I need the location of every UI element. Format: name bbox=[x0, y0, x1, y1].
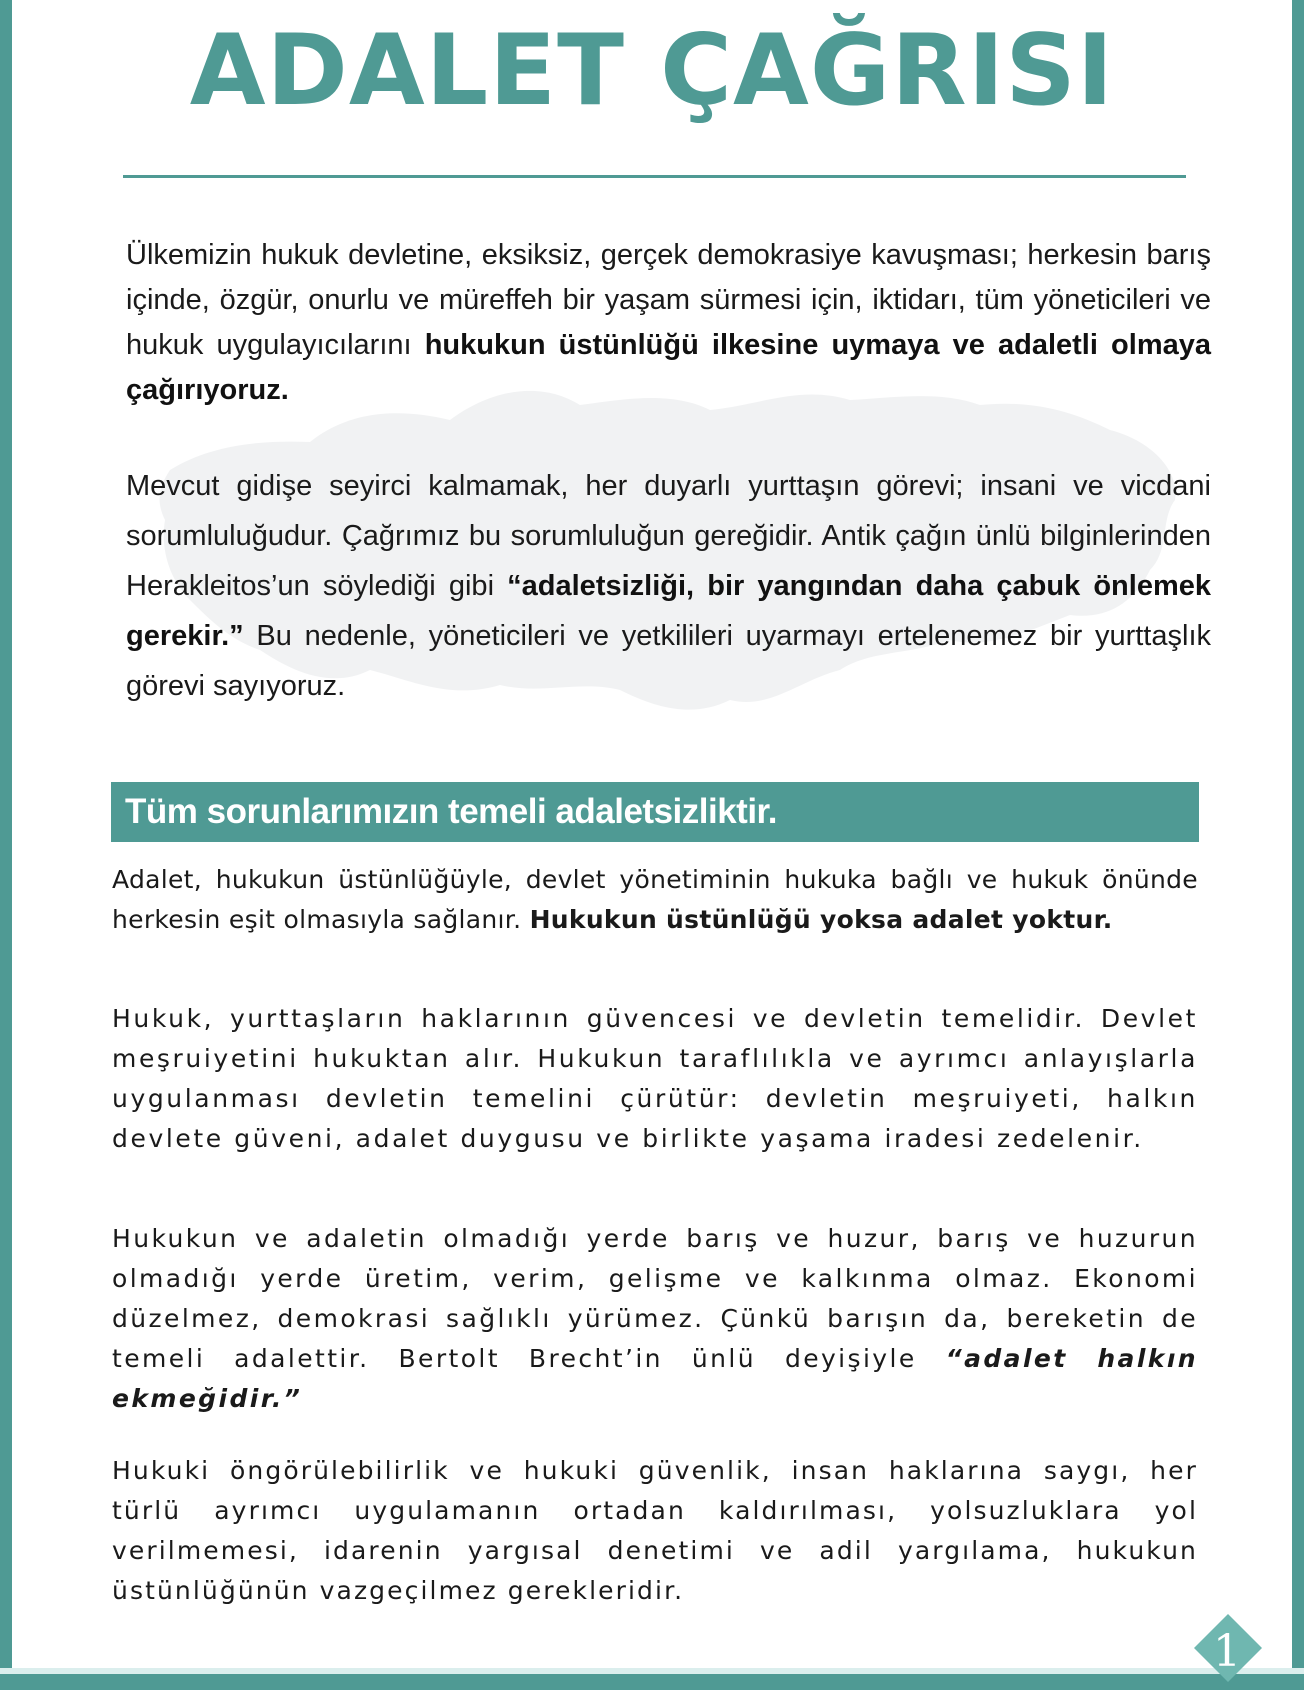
intro-paragraph-2-bold: “adaletsizliği, bir yangından daha çabuk önlemek gerekir.” bbox=[126, 570, 1211, 652]
intro-paragraph-2 bbox=[126, 461, 1211, 711]
section-heading-banner bbox=[111, 782, 1199, 842]
title-divider bbox=[123, 175, 1186, 178]
section-paragraph-1-bold: Hukukun üstünlüğü yoksa adalet yoktur. bbox=[529, 905, 1113, 934]
page-frame-bottom bbox=[0, 1674, 1304, 1690]
page-frame-right bbox=[1292, 0, 1304, 1690]
section-paragraph-3-quote: “adalet halkın ekmeğidir.” bbox=[112, 1344, 1198, 1413]
intro-paragraph-1 bbox=[126, 233, 1211, 413]
page-frame-left bbox=[0, 0, 12, 1690]
intro-paragraph-2-text-b: Bu nedenle, yöneticileri ve yetkilileri uyarmayı ertelenemez bir yurttaşlık görevi sayıyoruz. bbox=[126, 620, 1211, 702]
intro-paragraph-1-bold: hukukun üstünlüğü ilkesine uymaya ve adaletli olmaya çağırıyoruz. bbox=[126, 329, 1212, 406]
section-paragraph-3-text: Hukukun ve adaletin olmadığı yerde barış ve huzur, barış ve huzurun olmadığı yerde üretim, verim, gelişme ve kalkınma olmaz. Ekonomi düzelmez, demokrasi sağlıklı yürümez. Çünkü barışın da, bereketin de temeli adalettir. Bertolt Brecht’in ünlü deyişiyle bbox=[112, 1224, 1198, 1373]
intro-paragraph-2-text-a: Mevcut gidişe seyirci kalmamak, her duyarlı yurttaşın görevi; insani ve vicdani sorumluluğudur. Çağrımız bu sorumluluğun gereğidir. Antik çağın ünlü bilginlerinden Herakleitos’un söylediği gibi bbox=[126, 470, 1211, 602]
page-title: ADALET ÇAĞRISI bbox=[189, 14, 1115, 128]
page-number: 1 bbox=[1213, 1626, 1241, 1677]
intro-paragraph-1-text: Ülkemizin hukuk devletine, eksiksiz, gerçek demokrasiye kavuşması; herkesin barış içinde, özgür, onurlu ve müreffeh bir yaşam sürmesi için, iktidarı, tüm yöneticileri ve hukuk uygulayıcılarını bbox=[126, 239, 1211, 361]
section-paragraph-1-text: Adalet, hukukun üstünlüğüyle, devlet yönetiminin hukuka bağlı ve hukuk önünde herkesin eşit olmasıyla sağlanır. bbox=[112, 865, 1198, 934]
section-paragraph-2: Hukuk, yurttaşların haklarının güvencesi ve devletin temelidir. Devlet meşruiyetini hukuktan alır. Hukukun taraflılıkla ve ayrımcı anlayışlarla uygulanması devletin temelini çürütür: devletin meşruiyeti, halkın devlete güveni, adalet duygusu ve birlikte yaşama iradesi zedelenir. bbox=[112, 1004, 1198, 1153]
section-heading: Tüm sorunlarımızın temeli adaletsizliktir. bbox=[125, 792, 777, 831]
section-paragraph-3 bbox=[112, 1219, 1198, 1419]
section-paragraph-1 bbox=[112, 860, 1198, 940]
section-paragraph-4: Hukuki öngörülebilirlik ve hukuki güvenlik, insan haklarına saygı, her türlü ayrımcı uygulamanın ortadan kaldırılması, yolsuzluklara yol verilmemesi, idarenin yargısal denetimi ve adil yargılama, hukukun üstünlüğünün vazgeçilmez gerekleridir. bbox=[112, 1456, 1198, 1605]
